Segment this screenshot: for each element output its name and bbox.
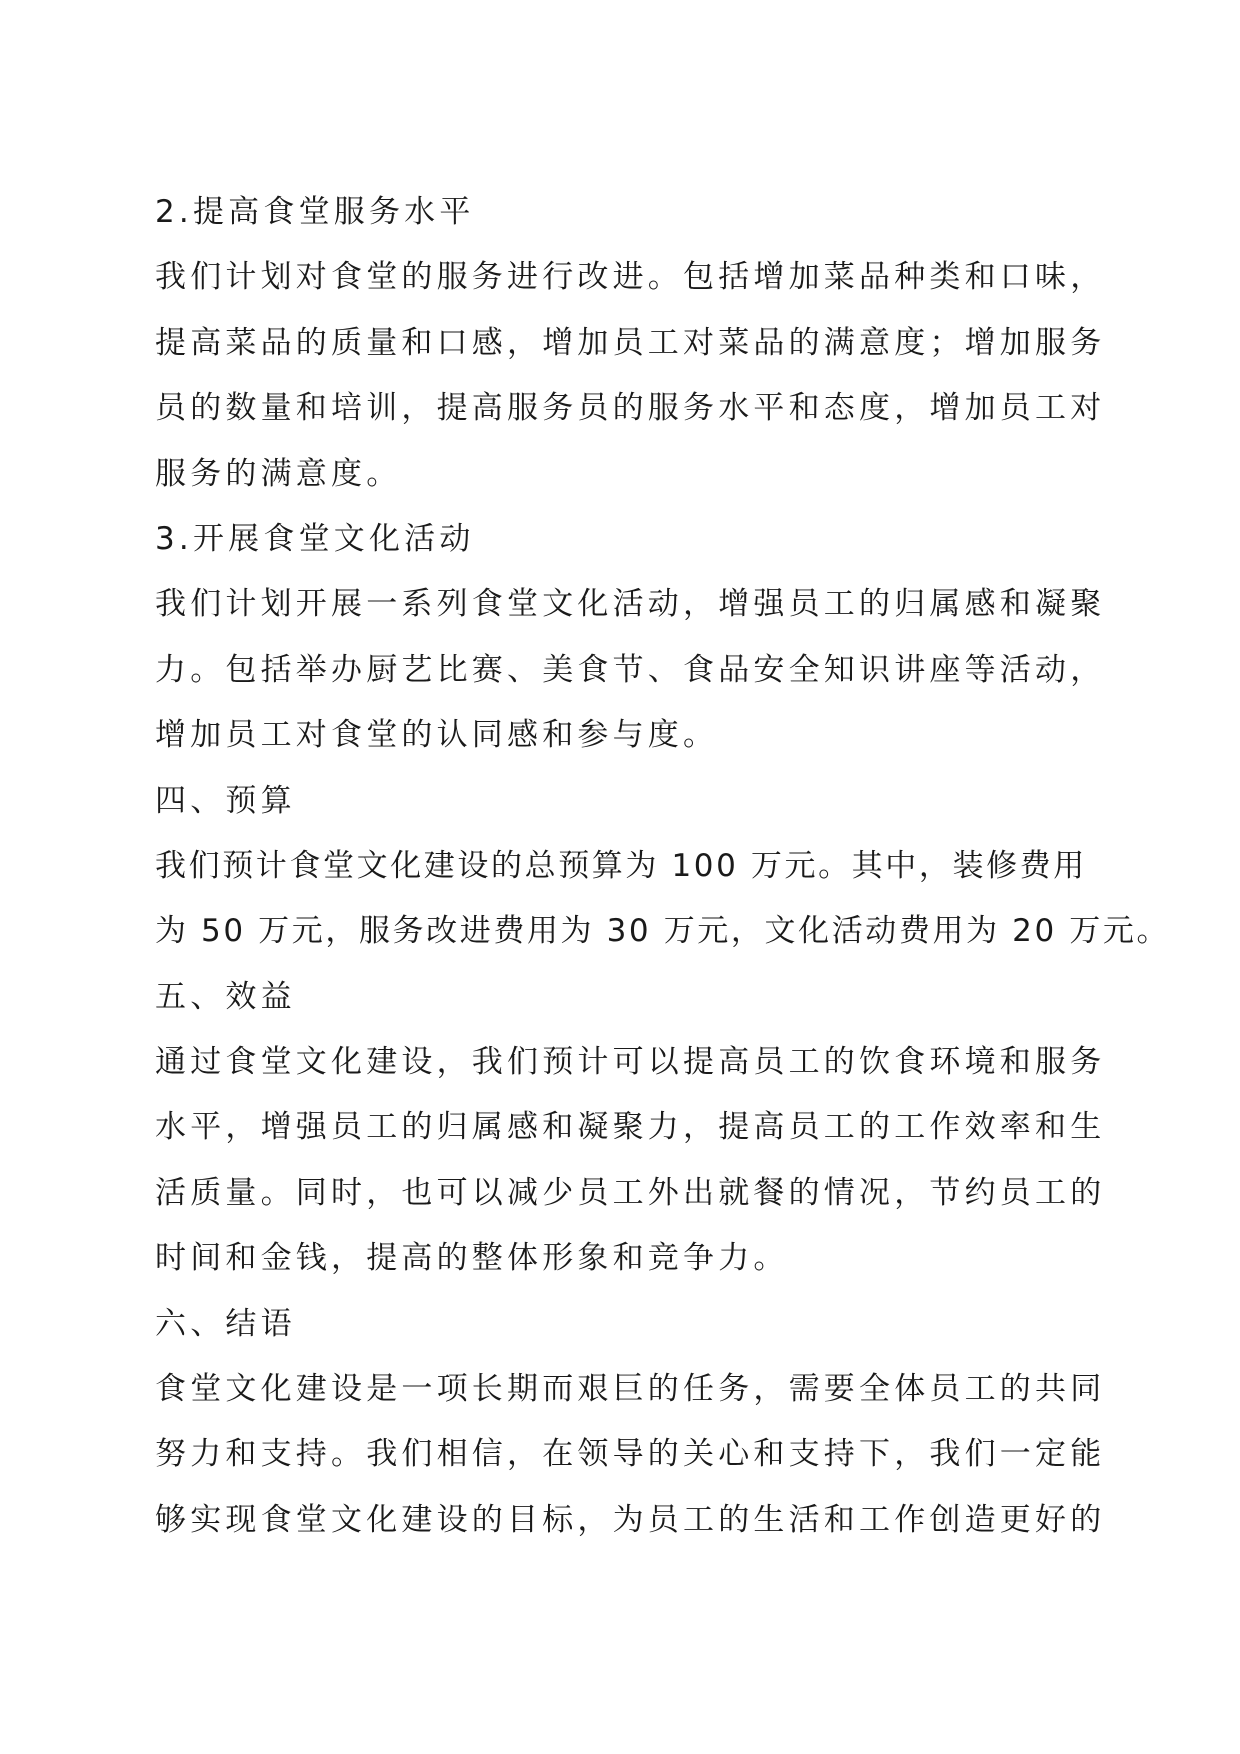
- paragraph-line: 为 50 万元，服务改进费用为 30 万元，文化活动费用为 20 万元。: [155, 913, 1171, 950]
- paragraph-line: 够实现食堂文化建设的目标，为员工的生活和工作创造更好的: [155, 1501, 1106, 1538]
- paragraph-line: 我们计划对食堂的服务进行改进。包括增加菜品种类和口味，: [155, 259, 1106, 296]
- paragraph-line: 时间和金钱，提高的整体形象和竞争力。: [155, 1240, 789, 1277]
- section-heading: 四、预算: [155, 782, 296, 819]
- paragraph-line: 力。包括举办厨艺比赛、美食节、食品安全知识讲座等活动，: [155, 651, 1106, 688]
- paragraph-line: 提高菜品的质量和口感，增加员工对菜品的满意度；增加服务: [155, 324, 1106, 361]
- paragraph-line: 我们预计食堂文化建设的总预算为 100 万元。其中，装修费用: [155, 847, 1087, 884]
- paragraph-line: 增加员工对食堂的认同感和参与度。: [155, 717, 719, 754]
- paragraph-line: 服务的满意度。: [155, 455, 402, 492]
- paragraph-line: 活质量。同时，也可以减少员工外出就餐的情况，节约员工的: [155, 1174, 1106, 1211]
- paragraph-line: 努力和支持。我们相信，在领导的关心和支持下，我们一定能: [155, 1436, 1106, 1473]
- paragraph-line: 通过食堂文化建设，我们预计可以提高员工的饮食环境和服务: [155, 1044, 1106, 1081]
- paragraph-line: 食堂文化建设是一项长期而艰巨的任务，需要全体员工的共同: [155, 1371, 1106, 1408]
- section-heading: 3.开展食堂文化活动: [155, 520, 475, 557]
- document-body: [155, 180, 1171, 1553]
- paragraph-line: 我们计划开展一系列食堂文化活动，增强员工的归属感和凝聚: [155, 586, 1106, 623]
- section-heading: 2.提高食堂服务水平: [155, 194, 475, 230]
- paragraph-line: 员的数量和培训，提高服务员的服务水平和态度，增加员工对: [155, 390, 1106, 427]
- paragraph-line: 水平，增强员工的归属感和凝聚力，提高员工的工作效率和生: [155, 1109, 1106, 1146]
- section-heading: 六、结语: [155, 1305, 296, 1342]
- section-heading: 五、效益: [155, 978, 296, 1015]
